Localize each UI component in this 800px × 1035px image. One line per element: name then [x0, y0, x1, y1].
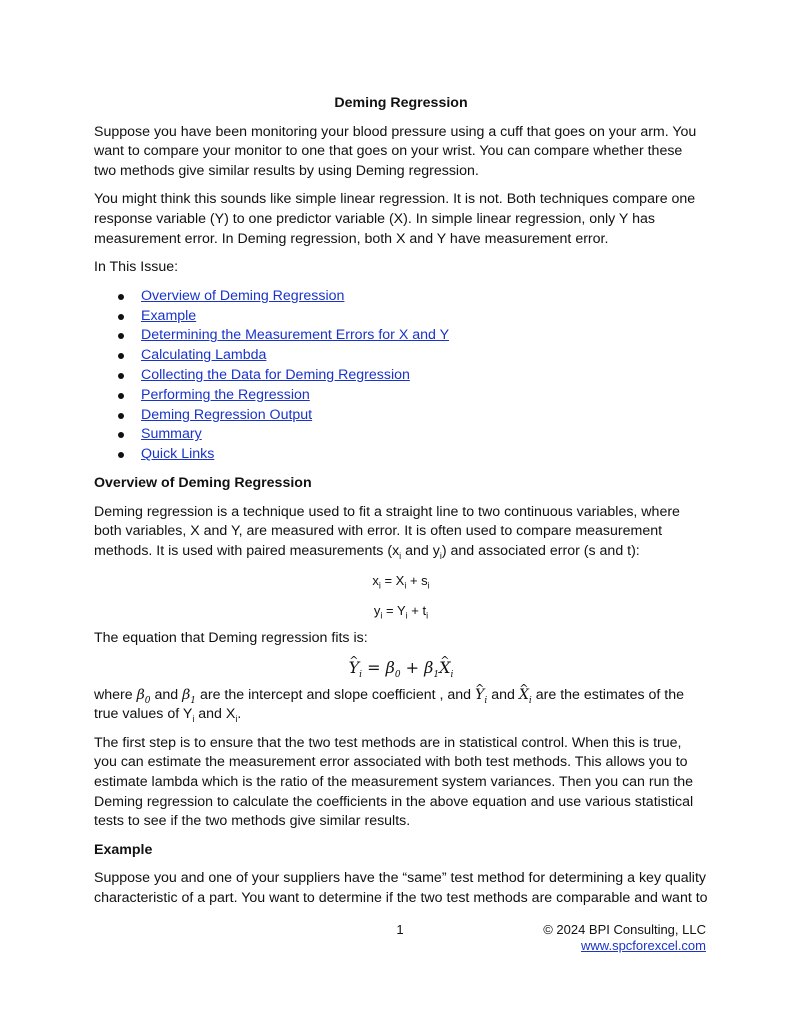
- fits-text: The equation that Deming regression fits is:: [94, 630, 368, 647]
- intro-paragraph-2: You might think this sounds like simple linear regression. It is not. Both techniques compare one response variable (Y) to one predictor variable (X). In simple linear regression, only Y has measurement error. In Deming regression, both X and Y have measurement error.: [94, 191, 696, 247]
- toc-item: [116, 366, 708, 386]
- toc-link-lambda[interactable]: Calculating Lambda: [141, 347, 267, 364]
- equation-y: $y_i = Y_i + t_i$: [373, 602, 429, 621]
- deming-equation: ^ $Y_i = \beta_0$ + $\beta_1\^{}$ $X_i$: [94, 658, 708, 678]
- toc-link-summary[interactable]: Summary: [141, 426, 202, 443]
- overview-paragraph-2: The first step is to ensure that the two test methods are in statistical control. When this is true, you can estimate the measurement error associated with both test methods. This allows you to estimate lambda which is the ratio of the measurement system variances. Then you can run the Deming regression to calculate the coefficients in the above equation and use various statistical tests to see if the two methods give similar results.: [94, 734, 694, 830]
- overview-paragraph-1: Deming regression is a technique used to fit a straight line to two continuous variables, where both variables, X and Y, are measured with error. It is often used to compare measurement methods. It is used with paired measurements ($x_i$ and $y_i$) and associated error (s and t):: [94, 503, 680, 561]
- example-heading: Example: [94, 841, 153, 858]
- overview-heading: Overview of Deming Regression: [94, 474, 312, 491]
- toc-link-measurement-errors[interactable]: Determining the Measurement Errors for X and Y: [141, 327, 450, 344]
- toc-link-example[interactable]: Example: [141, 307, 197, 324]
- table-of-contents: [94, 287, 708, 465]
- copyright-text: © 2024 BPI Consulting, LLC: [543, 922, 706, 937]
- page-number: 1: [396, 922, 404, 937]
- document-title: Deming Regression: [334, 95, 468, 111]
- intro-paragraph-1: Suppose you have been monitoring your blood pressure using a cuff that goes on your arm. You want to compare your monitor to one that goes on your wrist. You can compare whether these two methods give similar results by using Deming regression.: [94, 123, 697, 179]
- toc-link-performing-regression[interactable]: Performing the Regression: [141, 386, 310, 403]
- in-this-issue-label: In This Issue:: [94, 259, 179, 276]
- toc-item: [116, 386, 708, 406]
- toc-item: [116, 346, 708, 366]
- equation-x: $x_i = X_i + s_i$: [372, 573, 430, 591]
- toc-link-overview[interactable]: Overview of Deming Regression: [141, 287, 345, 304]
- toc-item: [116, 425, 708, 445]
- document-body: [94, 94, 708, 918]
- toc-item: [116, 287, 708, 307]
- website-link[interactable]: www.spcforexcel.com: [581, 938, 706, 953]
- toc-item: [116, 406, 708, 426]
- toc-item: [116, 445, 708, 465]
- copyright-block: [543, 922, 706, 954]
- toc-link-quick-links[interactable]: Quick Links: [141, 446, 215, 463]
- toc-item: [116, 326, 708, 346]
- example-paragraph: Suppose you and one of your suppliers have the “same” test method for determining a key quality characteristic of a part. You want to determine if the two test methods are comparable and want to: [94, 870, 708, 907]
- toc-link-output[interactable]: Deming Regression Output: [141, 406, 313, 423]
- toc-item: [116, 307, 708, 327]
- where-paragraph: where $\beta_0$ and $\beta_1$ are the intercept and slope coefficient , and ^ $Y_i$ and ^ $X_i$ are the estimates of the true values of $Y_i$ and $X_i$.: [94, 686, 708, 725]
- toc-link-collecting-data[interactable]: Collecting the Data for Deming Regression: [141, 366, 410, 383]
